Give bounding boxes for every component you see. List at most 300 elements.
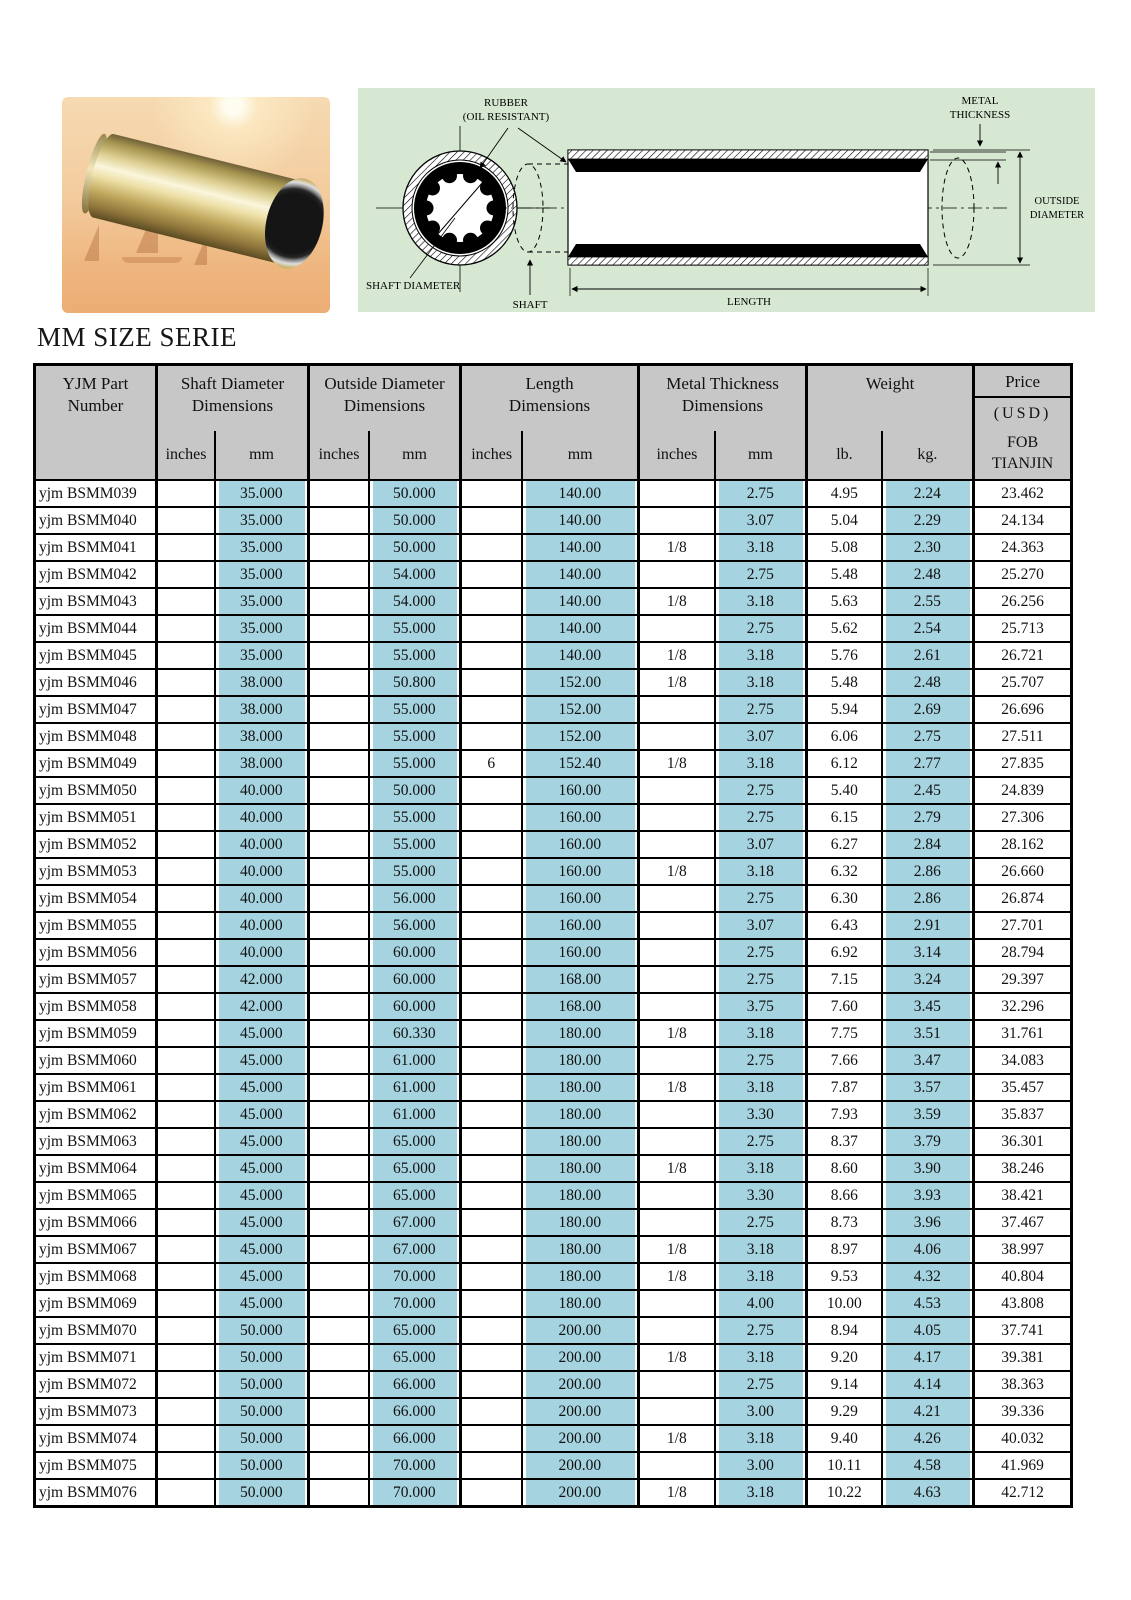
table-row [35,1047,1072,1074]
shaft-inches-cell [157,615,215,642]
price-cell: 26.696 [974,696,1072,723]
weight-lb-cell: 5.76 [807,642,882,669]
weight-kg-cell: 3.59 [882,1101,974,1128]
metal-inches-cell [639,561,715,588]
table-row [35,993,1072,1020]
price-cell: 31.761 [974,1020,1072,1047]
outside-inches-cell [309,885,369,912]
weight-lb-cell: 10.00 [807,1290,882,1317]
weight-kg-cell: 2.84 [882,831,974,858]
outside-inches-cell [309,1263,369,1290]
weight-lb-cell: 5.04 [807,507,882,534]
weight-lb-cell: 9.40 [807,1425,882,1452]
weight-kg-cell: 2.29 [882,507,974,534]
shaft-mm-cell: 40.000 [215,885,309,912]
shaft-mm-cell: 45.000 [215,1263,309,1290]
price-cell: 26.256 [974,588,1072,615]
metal-mm-cell: 3.00 [715,1398,807,1425]
weight-lb-cell: 6.92 [807,939,882,966]
metal-inches-cell: 1/8 [639,534,715,561]
part-number-cell: yjm BSMM046 [35,669,157,696]
length-inches-cell: 6 [461,750,522,777]
outside-mm-cell: 66.000 [369,1425,461,1452]
weight-kg-cell: 3.93 [882,1182,974,1209]
length-inches-cell [461,588,522,615]
metal-inches-cell [639,912,715,939]
length-inches-cell [461,642,522,669]
weight-kg-cell: 2.48 [882,561,974,588]
metal-inches-cell [639,1209,715,1236]
outside-mm-cell: 55.000 [369,642,461,669]
header-weight-kg: kg. [881,431,972,479]
shaft-mm-cell: 45.000 [215,1209,309,1236]
outside-inches-cell [309,507,369,534]
shaft-mm-cell: 38.000 [215,750,309,777]
shaft-mm-cell: 35.000 [215,615,309,642]
part-number-cell: yjm BSMM042 [35,561,157,588]
outside-mm-cell: 65.000 [369,1128,461,1155]
weight-kg-cell: 4.63 [882,1479,974,1507]
shaft-inches-cell [157,1371,215,1398]
outside-mm-cell: 67.000 [369,1209,461,1236]
weight-lb-cell: 7.87 [807,1074,882,1101]
header-shaft-diameter: Shaft Diameter Dimensions inches mm [157,365,309,481]
outside-mm-cell: 70.000 [369,1290,461,1317]
length-inches-cell [461,939,522,966]
length-inches-cell [461,1155,522,1182]
price-cell: 40.804 [974,1263,1072,1290]
shaft-inches-cell [157,1479,215,1507]
length-mm-cell: 180.00 [522,1290,639,1317]
table-row [35,1371,1072,1398]
outside-inches-cell [309,1209,369,1236]
metal-inches-cell: 1/8 [639,642,715,669]
outside-inches-cell [309,858,369,885]
outside-mm-cell: 65.000 [369,1182,461,1209]
outside-mm-cell: 50.800 [369,669,461,696]
shaft-mm-cell: 35.000 [215,480,309,507]
part-number-cell: yjm BSMM071 [35,1344,157,1371]
metal-inches-cell [639,507,715,534]
length-mm-cell: 160.00 [522,777,639,804]
weight-lb-cell: 9.14 [807,1371,882,1398]
shaft-inches-cell [157,1236,215,1263]
part-number-cell: yjm BSMM074 [35,1425,157,1452]
length-mm-cell: 180.00 [522,1263,639,1290]
weight-lb-cell: 10.11 [807,1452,882,1479]
length-mm-cell: 140.00 [522,534,639,561]
shaft-inches-cell [157,642,215,669]
outside-mm-cell: 54.000 [369,561,461,588]
metal-mm-cell: 2.75 [715,1128,807,1155]
outside-inches-cell [309,1155,369,1182]
part-number-cell: yjm BSMM059 [35,1020,157,1047]
weight-kg-cell: 3.96 [882,1209,974,1236]
outside-mm-cell: 50.000 [369,507,461,534]
outside-inches-cell [309,1047,369,1074]
outside-inches-cell [309,1398,369,1425]
shaft-mm-cell: 50.000 [215,1371,309,1398]
header-weight-lb: lb. [836,446,853,463]
metal-inches-cell: 1/8 [639,1479,715,1507]
weight-kg-cell: 4.21 [882,1398,974,1425]
price-cell: 42.712 [974,1479,1072,1507]
part-number-cell: yjm BSMM053 [35,858,157,885]
outside-mm-cell: 60.000 [369,993,461,1020]
shaft-mm-cell: 50.000 [215,1317,309,1344]
outside-mm-cell: 54.000 [369,588,461,615]
outside-inches-cell [309,831,369,858]
price-cell: 36.301 [974,1128,1072,1155]
weight-kg-cell: 2.61 [882,642,974,669]
shaft-mm-cell: 50.000 [215,1425,309,1452]
weight-lb-cell: 5.62 [807,615,882,642]
length-inches-cell [461,1074,522,1101]
metal-mm-cell: 2.75 [715,804,807,831]
header-weight: Weight lb. kg. [807,365,974,481]
shaft-inches-cell [157,1209,215,1236]
table-row [35,939,1072,966]
table-row [35,1425,1072,1452]
outside-mm-cell: 61.000 [369,1074,461,1101]
length-mm-cell: 200.00 [522,1317,639,1344]
table-header-row [35,365,1072,481]
price-cell: 38.363 [974,1371,1072,1398]
header-shaft-mm: mm [214,431,307,479]
outside-inches-cell [309,1128,369,1155]
part-number-cell: yjm BSMM052 [35,831,157,858]
metal-inches-cell: 1/8 [639,1344,715,1371]
metal-inches-cell [639,939,715,966]
part-number-cell: yjm BSMM065 [35,1182,157,1209]
outside-mm-cell: 56.000 [369,885,461,912]
weight-lb-cell: 5.48 [807,669,882,696]
price-cell: 28.162 [974,831,1072,858]
length-inches-cell [461,1128,522,1155]
shaft-mm-cell: 35.000 [215,507,309,534]
weight-kg-cell: 2.77 [882,750,974,777]
weight-kg-cell: 3.14 [882,939,974,966]
weight-kg-cell: 3.90 [882,1155,974,1182]
weight-kg-cell: 2.79 [882,804,974,831]
length-inches-cell [461,993,522,1020]
table-row [35,1290,1072,1317]
part-number-cell: yjm BSMM043 [35,588,157,615]
metal-mm-cell: 3.18 [715,1344,807,1371]
length-inches-cell [461,1479,522,1507]
shaft-diameter-label: SHAFT DIAMETER [366,280,461,292]
weight-lb-cell: 7.93 [807,1101,882,1128]
price-cell: 35.457 [974,1074,1072,1101]
outside-inches-cell [309,1371,369,1398]
table-row [35,615,1072,642]
outside-inches-cell [309,723,369,750]
outside-inches-cell [309,1452,369,1479]
bearing-cylinder [73,104,330,308]
part-number-cell: yjm BSMM051 [35,804,157,831]
weight-kg-cell: 4.53 [882,1290,974,1317]
outside-mm-cell: 55.000 [369,696,461,723]
header-outside-mm: mm [368,431,459,479]
shaft-mm-cell: 50.000 [215,1398,309,1425]
outside-mm-cell: 70.000 [369,1479,461,1507]
price-cell: 24.363 [974,534,1072,561]
metal-inches-cell: 1/8 [639,858,715,885]
length-mm-cell: 200.00 [522,1425,639,1452]
outside-mm-cell: 55.000 [369,858,461,885]
outside-inches-cell [309,777,369,804]
outside-inches-cell [309,1425,369,1452]
price-cell: 23.462 [974,480,1072,507]
length-inches-cell [461,1020,522,1047]
metal-mm-cell: 3.07 [715,912,807,939]
weight-lb-cell: 5.94 [807,696,882,723]
table-row [35,669,1072,696]
part-number-cell: yjm BSMM040 [35,507,157,534]
metal-mm-cell: 2.75 [715,939,807,966]
part-number-cell: yjm BSMM049 [35,750,157,777]
header-outside-diameter: Outside Diameter Dimensions inches mm [309,365,461,481]
price-cell: 28.794 [974,939,1072,966]
table-row [35,1479,1072,1507]
part-number-cell: yjm BSMM060 [35,1047,157,1074]
weight-kg-cell: 4.14 [882,1371,974,1398]
length-mm-cell: 180.00 [522,1236,639,1263]
part-number-cell: yjm BSMM048 [35,723,157,750]
price-cell: 39.336 [974,1398,1072,1425]
weight-lb-cell: 8.94 [807,1317,882,1344]
metal-inches-cell: 1/8 [639,588,715,615]
outside-mm-cell: 65.000 [369,1317,461,1344]
weight-kg-cell: 2.54 [882,615,974,642]
shaft-inches-cell [157,804,215,831]
price-cell: 34.083 [974,1047,1072,1074]
shaft-mm-cell: 40.000 [215,939,309,966]
metal-mm-cell: 3.07 [715,723,807,750]
length-inches-cell [461,1290,522,1317]
header-metal-inches: inches [656,446,698,463]
weight-lb-cell: 6.12 [807,750,882,777]
rubber-label: RUBBER [483,97,529,109]
length-mm-cell: 140.00 [522,561,639,588]
outside-mm-cell: 50.000 [369,480,461,507]
price-cell: 26.874 [974,885,1072,912]
length-mm-cell: 152.00 [522,723,639,750]
metal-inches-cell [639,696,715,723]
metal-inches-cell [639,966,715,993]
length-label: LENGTH [727,296,771,308]
part-number-cell: yjm BSMM055 [35,912,157,939]
metal-mm-cell: 2.75 [715,561,807,588]
length-inches-cell [461,1182,522,1209]
weight-lb-cell: 8.73 [807,1209,882,1236]
weight-lb-cell: 5.48 [807,561,882,588]
weight-lb-cell: 5.40 [807,777,882,804]
length-mm-cell: 180.00 [522,1020,639,1047]
metal-inches-cell: 1/8 [639,1155,715,1182]
weight-kg-cell: 3.24 [882,966,974,993]
shaft-mm-cell: 45.000 [215,1236,309,1263]
outside-diameter-label-2: DIAMETER [1029,210,1085,221]
metal-inches-cell [639,831,715,858]
weight-kg-cell: 2.91 [882,912,974,939]
weight-lb-cell: 8.66 [807,1182,882,1209]
header-length-mm: mm [521,431,637,479]
price-cell: 27.306 [974,804,1072,831]
part-number-cell: yjm BSMM063 [35,1128,157,1155]
weight-kg-cell: 3.47 [882,1047,974,1074]
outside-mm-cell: 66.000 [369,1398,461,1425]
weight-kg-cell: 2.45 [882,777,974,804]
price-cell: 37.741 [974,1317,1072,1344]
outside-inches-cell [309,561,369,588]
weight-lb-cell: 6.30 [807,885,882,912]
part-number-cell: yjm BSMM066 [35,1209,157,1236]
price-cell: 41.969 [974,1452,1072,1479]
length-mm-cell: 152.40 [522,750,639,777]
table-row [35,777,1072,804]
weight-kg-cell: 4.32 [882,1263,974,1290]
weight-lb-cell: 8.37 [807,1128,882,1155]
outside-inches-cell [309,1317,369,1344]
weight-kg-cell: 4.05 [882,1317,974,1344]
weight-lb-cell: 7.66 [807,1047,882,1074]
outside-mm-cell: 56.000 [369,912,461,939]
price-cell: 26.660 [974,858,1072,885]
metal-inches-cell: 1/8 [639,1020,715,1047]
metal-inches-cell: 1/8 [639,1074,715,1101]
weight-lb-cell: 8.60 [807,1155,882,1182]
weight-kg-cell: 2.75 [882,723,974,750]
technical-diagram [358,88,1095,312]
weight-kg-cell: 4.17 [882,1344,974,1371]
table-row [35,1209,1072,1236]
table-row [35,750,1072,777]
metal-mm-cell: 2.75 [715,777,807,804]
metal-mm-cell: 3.18 [715,1263,807,1290]
shaft-inches-cell [157,966,215,993]
table-row [35,561,1072,588]
outside-inches-cell [309,1074,369,1101]
shaft-mm-cell: 45.000 [215,1155,309,1182]
shaft-inches-cell [157,561,215,588]
part-number-cell: yjm BSMM062 [35,1101,157,1128]
length-inches-cell [461,912,522,939]
metal-mm-cell: 3.18 [715,1425,807,1452]
shaft-inches-cell [157,993,215,1020]
price-cell: 40.032 [974,1425,1072,1452]
shaft-mm-cell: 38.000 [215,696,309,723]
header-metal-mm: mm [714,431,805,479]
weight-kg-cell: 2.30 [882,534,974,561]
shaft-inches-cell [157,1263,215,1290]
outside-inches-cell [309,939,369,966]
length-mm-cell: 180.00 [522,1047,639,1074]
metal-mm-cell: 3.30 [715,1101,807,1128]
length-inches-cell [461,615,522,642]
header-part-number: YJM Part Number [35,365,157,481]
price-cell: 38.997 [974,1236,1072,1263]
shaft-mm-cell: 50.000 [215,1479,309,1507]
outside-mm-cell: 55.000 [369,615,461,642]
length-mm-cell: 160.00 [522,804,639,831]
table-row [35,804,1072,831]
weight-kg-cell: 2.24 [882,480,974,507]
part-number-cell: yjm BSMM054 [35,885,157,912]
shaft-inches-cell [157,1155,215,1182]
table-row [35,480,1072,507]
length-mm-cell: 180.00 [522,1101,639,1128]
weight-lb-cell: 8.97 [807,1236,882,1263]
metal-mm-cell: 2.75 [715,885,807,912]
outside-mm-cell: 60.000 [369,966,461,993]
weight-lb-cell: 6.15 [807,804,882,831]
length-inches-cell [461,561,522,588]
price-cell: 38.421 [974,1182,1072,1209]
shaft-mm-cell: 45.000 [215,1290,309,1317]
price-cell: 37.467 [974,1209,1072,1236]
shaft-mm-cell: 50.000 [215,1344,309,1371]
length-mm-cell: 160.00 [522,885,639,912]
outside-inches-cell [309,750,369,777]
shaft-mm-cell: 40.000 [215,804,309,831]
outside-mm-cell: 70.000 [369,1263,461,1290]
shaft-inches-cell [157,696,215,723]
metal-inches-cell: 1/8 [639,750,715,777]
length-inches-cell [461,696,522,723]
metal-inches-cell [639,777,715,804]
weight-kg-cell: 4.26 [882,1425,974,1452]
metal-mm-cell: 2.75 [715,480,807,507]
shaft-inches-cell [157,588,215,615]
price-cell: 24.134 [974,507,1072,534]
weight-lb-cell: 9.20 [807,1344,882,1371]
shaft-mm-cell: 35.000 [215,588,309,615]
metal-mm-cell: 2.75 [715,696,807,723]
weight-kg-cell: 3.57 [882,1074,974,1101]
weight-lb-cell: 6.06 [807,723,882,750]
length-mm-cell: 200.00 [522,1371,639,1398]
length-mm-cell: 160.00 [522,939,639,966]
length-inches-cell [461,1263,522,1290]
shaft-inches-cell [157,1074,215,1101]
metal-mm-cell: 2.75 [715,1317,807,1344]
length-mm-cell: 168.00 [522,993,639,1020]
shaft-mm-cell: 38.000 [215,723,309,750]
metal-inches-cell [639,723,715,750]
outside-mm-cell: 67.000 [369,1236,461,1263]
table-row [35,1236,1072,1263]
length-inches-cell [461,1236,522,1263]
metal-mm-cell: 3.18 [715,1020,807,1047]
weight-kg-cell: 3.79 [882,1128,974,1155]
length-mm-cell: 140.00 [522,615,639,642]
shaft-mm-cell: 35.000 [215,642,309,669]
shaft-mm-cell: 45.000 [215,1020,309,1047]
metal-mm-cell: 3.18 [715,858,807,885]
outside-mm-cell: 60.000 [369,939,461,966]
outside-mm-cell: 70.000 [369,1452,461,1479]
part-number-cell: yjm BSMM058 [35,993,157,1020]
table-row [35,588,1072,615]
metal-mm-cell: 3.18 [715,588,807,615]
length-mm-cell: 160.00 [522,858,639,885]
shaft-mm-cell: 40.000 [215,777,309,804]
length-inches-cell [461,966,522,993]
metal-mm-cell: 3.18 [715,534,807,561]
shaft-inches-cell [157,885,215,912]
length-mm-cell: 180.00 [522,1074,639,1101]
